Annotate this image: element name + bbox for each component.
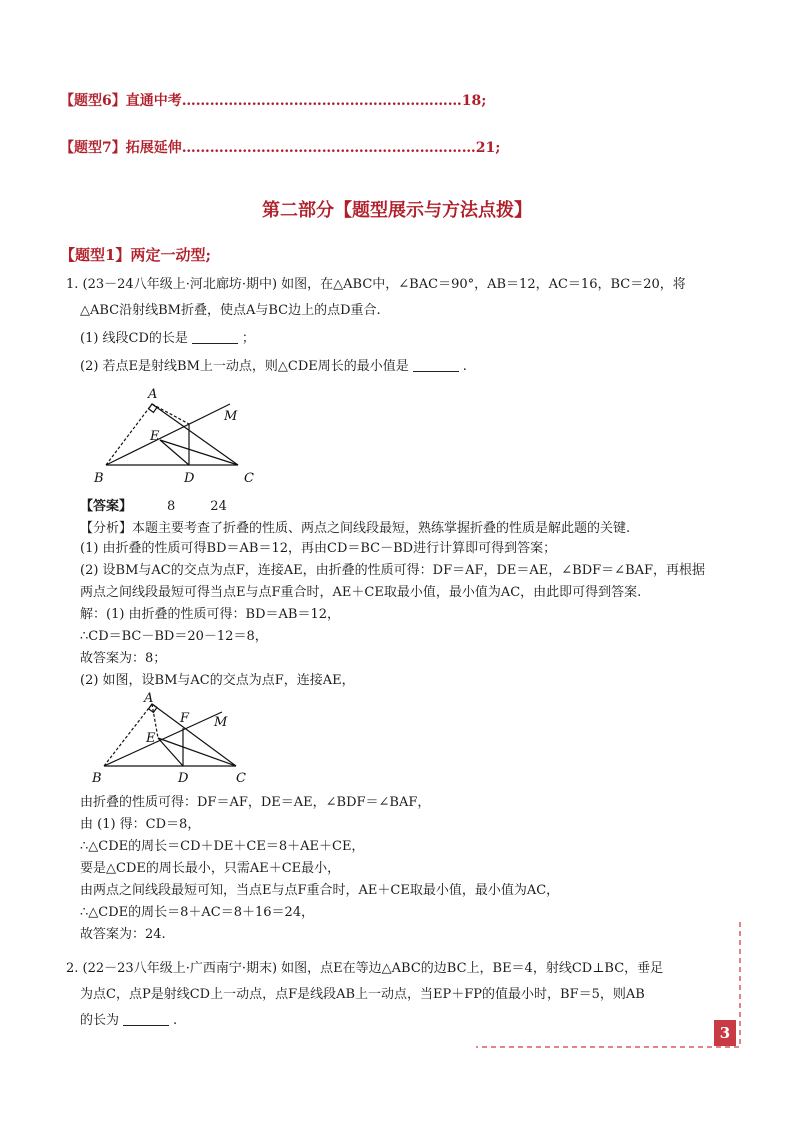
problem1-line2: △ABC沿射线BM折叠，使点A与BC边上的点D重合. [80, 303, 381, 318]
analysis-line: ∴CD＝BC－BD＝20－12＝8， [80, 629, 268, 644]
ray-bm [104, 712, 222, 766]
label-c: C [244, 471, 254, 486]
toc-label: 【题型6】直通中考 [60, 93, 182, 109]
analysis-line: (2) 如图，设BM与AC的交点为点F，连接AE， [80, 673, 355, 688]
problem2-line2: 为点C，点P是射线CD上一动点，点F是线段AB上一动点，当EP＋FP的值最小时，BF＝5，则AB [80, 987, 645, 1002]
segment-ac [152, 704, 236, 766]
solution-line: 由折叠的性质可得：DF＝AF，DE＝AE，∠BDF＝∠BAF， [80, 795, 431, 810]
solution-line: 故答案为：24. [80, 927, 166, 942]
solution-line: 由两点之间线段最短可知，当点E与点F重合时，AE＋CE取最小值，最小值为AC， [80, 883, 560, 898]
figure-2 [86, 690, 266, 790]
toc-page: 21; [475, 140, 501, 156]
answer-blank[interactable] [123, 1013, 169, 1026]
label-d: D [178, 771, 189, 786]
problem1-line1: 1. (23－24八年级上·河北廊坊·期中) 如图，在△ABC中，∠BAC＝90°，AB＝12，AC＝16，BC＝20，将 [66, 277, 686, 292]
label-m: M [214, 715, 228, 730]
solution-line: 由 (1) 得：CD＝8， [80, 817, 201, 832]
solution-line: ∴△CDE的周长＝8＋AC＝8＋16＝24， [80, 905, 315, 920]
answer-1: 8 [167, 499, 176, 514]
problem2-line3-suffix: . [173, 1013, 178, 1028]
toc-entry-6[interactable] [60, 90, 486, 110]
label-e: E [150, 429, 160, 444]
label-m: M [224, 409, 238, 424]
figure-1 [90, 382, 270, 492]
analysis-line: (2) 设BM与AC的交点为点F，连接AE，由折叠的性质可得：DF＝AF，DE＝AE，∠BDF＝∠BAF，再根据 [80, 563, 706, 578]
toc-label: 【题型7】拓展延伸 [60, 140, 182, 156]
label-a: A [148, 387, 158, 402]
segment-af-dashed [152, 404, 189, 424]
toc-page: 18; [461, 93, 487, 109]
solution-line: 要是△CDE的周长最小，只需AE＋CE最小， [80, 861, 341, 876]
problem2-line3 [80, 1012, 177, 1030]
analysis-line: 故答案为：8； [80, 651, 167, 666]
label-f: F [180, 711, 190, 726]
analysis-line: (1) 由折叠的性质可得BD＝AB＝12，再由CD＝BC－BD进行计算即可得到答案； [80, 541, 557, 556]
toc-dots: …………………………………………………… [181, 93, 462, 109]
problem2-line1: 2. (22－23八年级上·广西南宁·期末) 如图，点E在等边△ABC的边BC上，BE＝4，射线CD⊥BC，垂足 [66, 961, 664, 976]
label-b: B [94, 471, 104, 486]
segment-ed [160, 440, 189, 465]
label-c: C [236, 771, 246, 786]
label-e: E [146, 731, 156, 746]
q1-text: (1) 线段CD的长是 [80, 331, 188, 346]
segment-ab-dashed [106, 404, 152, 465]
answer-label: 【答案】 [80, 499, 133, 514]
toc-dots: ……………………………………………………… [181, 140, 476, 156]
answer-blank[interactable] [413, 359, 459, 372]
toc-entry-7[interactable] [60, 137, 500, 157]
label-a: A [144, 691, 154, 706]
problem1-question1 [80, 330, 255, 348]
analysis-line: 两点之间线段最短可得当点E与点F重合时，AE＋CE取最小值，最小值为AC，由此即可得到答案. [80, 585, 642, 600]
segment-ec [160, 440, 238, 465]
answer-row [80, 498, 227, 516]
q2-suffix: . [462, 359, 467, 374]
page-corner-border [470, 922, 750, 1052]
page-number-badge: 3 [714, 1020, 736, 1046]
analysis-line: 解：(1) 由折叠的性质可得：BD＝AB＝12， [80, 607, 341, 622]
problem2-line3-text: 的长为 [80, 1013, 120, 1028]
segment-ab-dashed [104, 704, 152, 766]
section-title: 第二部分【题型展示与方法点拨】 [262, 200, 532, 221]
answer-2: 24 [210, 499, 227, 514]
problem1-question2 [80, 358, 467, 376]
q2-text: (2) 若点E是射线BM上一动点，则△CDE周长的最小值是 [80, 359, 409, 374]
label-d: D [184, 471, 195, 486]
analysis-line: 【分析】本题主要考查了折叠的性质、两点之间线段最短，熟练掌握折叠的性质是解此题的关键. [80, 521, 631, 536]
label-b: B [92, 771, 102, 786]
answer-blank[interactable] [192, 331, 238, 344]
q1-suffix: ； [241, 331, 255, 346]
question-type-heading: 【题型1】两定一动型; [60, 246, 211, 264]
solution-line: ∴△CDE的周长＝CD＋DE＋CE＝8＋AE＋CE， [80, 839, 365, 854]
